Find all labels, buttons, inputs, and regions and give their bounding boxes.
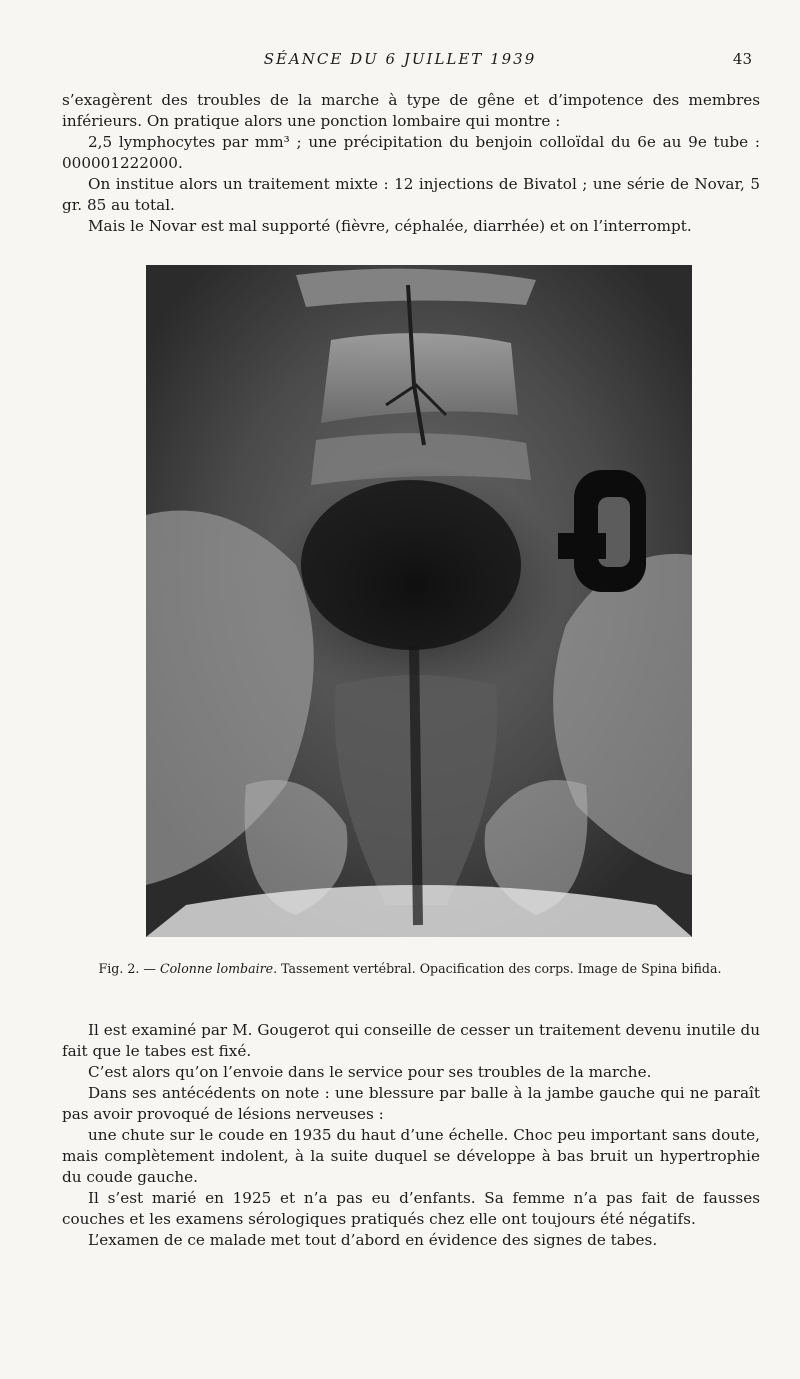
running-header [0, 50, 800, 74]
paragraph: On institue alors un traitement mixte : 12 injections de Bivatol ; une série de Novar, 5 gr. 85 au total. [62, 175, 760, 214]
paragraph: Il s’est marié en 1925 et n’a pas eu d’enfants. Sa femme n’a pas fait de fausses couches et les examens sérologiques pratiqués chez elle ont toujours été négatifs. [62, 1189, 760, 1228]
caption-italic: Colonne lombaire. [159, 961, 278, 976]
paragraph: L’examen de ce malade met tout d’abord en évidence des signes de tabes. [88, 1231, 658, 1249]
paragraph: s’exagèrent des troubles de la marche à type de gêne et d’impotence des membres inférieurs. On pratique alors une ponction lombaire qui montre : [62, 91, 760, 130]
paragraph: C’est alors qu’on l’envoie dans le service pour ses troubles de la marche. [88, 1063, 652, 1081]
xray-figure [146, 265, 692, 937]
paragraph: une chute sur le coude en 1935 du haut d’une échelle. Choc peu important sans doute, mais complètement indolent, à la suite duquel se développe à bas bruit un hypertrophie du coude gauche. [62, 1126, 760, 1186]
caption-rest: Tassement vertébral. Opacification des corps. Image de Spina bifida. [277, 961, 722, 976]
paragraph: Mais le Novar est mal supporté (fièvre, céphalée, diarrhée) et on l’interrompt. [88, 217, 692, 235]
caption-label: Fig. 2. — [98, 961, 160, 976]
xray-image [146, 265, 692, 937]
running-title: SÉANCE DU 6 JUILLET 1939 [263, 50, 537, 68]
bottom-text-block [62, 1020, 760, 1251]
page-number: 43 [732, 50, 752, 68]
paragraph: Dans ses antécédents on note : une blessure par balle à la jambe gauche qui ne paraît pas avoir provoqué de lésions nerveuses : [62, 1084, 760, 1123]
top-text-block [62, 90, 760, 237]
paragraph: 2,5 lymphocytes par mm³ ; une précipitation du benjoin colloïdal du 6e au 9e tube : 000001222000. [62, 133, 760, 172]
paragraph: Il est examiné par M. Gougerot qui conseille de cesser un traitement devenu inutile du fait que le tabes est fixé. [62, 1021, 760, 1060]
figure-caption [60, 961, 760, 976]
